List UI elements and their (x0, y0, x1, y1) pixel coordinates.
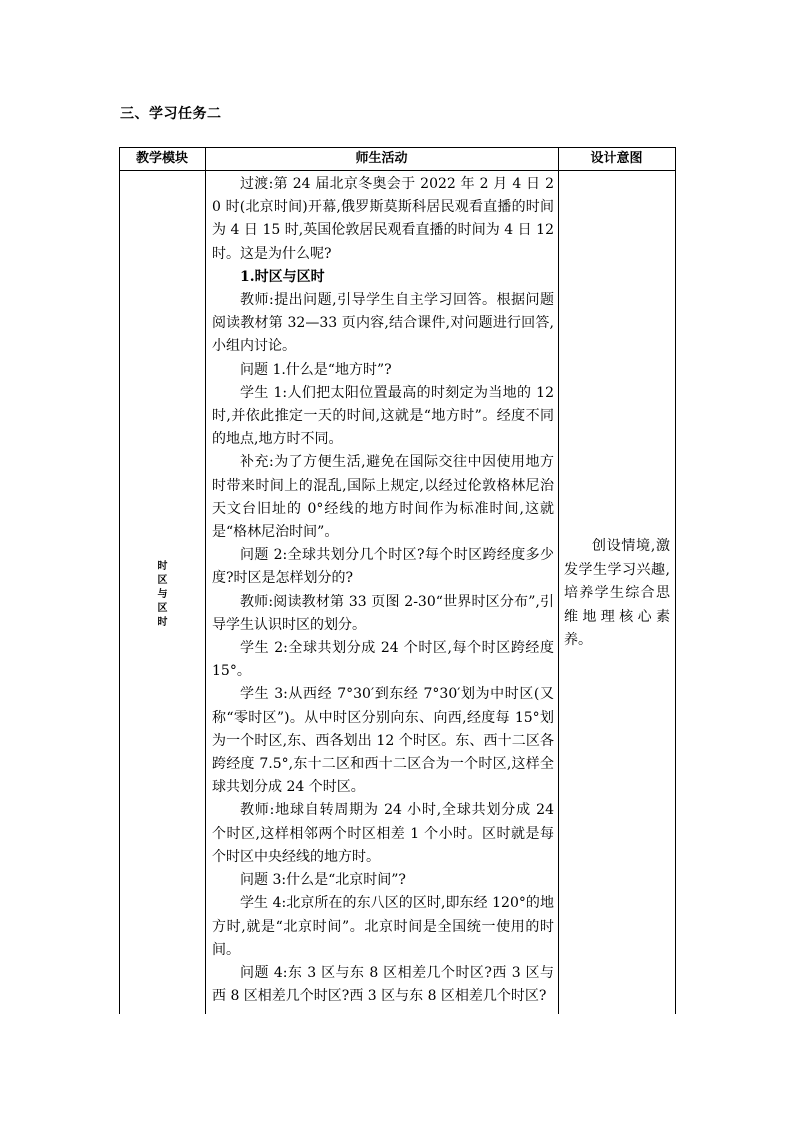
header-activities: 师生活动 (355, 151, 408, 166)
paragraph-student-3: 学生 3:从西经 7°30′到东经 7°30′划为中时区(又称“零时区”)。从中时区分别向东、向西,经度每 15°划为一个时区,东、西各划出 12 个时区。东、西十二区各跨经度 7.5°,东十二区和西十二区合为一个时区,这样全球共划分成 24 个时区。 (212, 686, 554, 796)
subheading-time-zones: 1.时区与区时 (240, 268, 325, 285)
paragraph-student-4: 学生 4:北京所在的东八区的区时,即东经 120°的地方时,就是“北京时间”。北京时间是全国统一使用的时间。 (212, 895, 554, 958)
paragraph-student-2: 学生 2:全球共划分成 24 个时区,每个时区跨经度 15°。 (212, 640, 554, 680)
paragraph-teacher-2: 教师:阅读教材第 33 页图 2-30“世界时区分布”,引导学生认识时区的划分。 (212, 593, 554, 633)
paragraph-question-3: 问题 3:什么是“北京时间”? (240, 872, 406, 889)
table-right-border (675, 147, 676, 1014)
header-design-intent: 设计意图 (590, 151, 643, 166)
activity-text (212, 173, 554, 1008)
module-char: 时 (157, 617, 168, 628)
table-column-divider-1 (205, 147, 206, 1014)
paragraph-teacher-3: 教师:地球自转周期为 24 小时,全球共划分成 24 个时区,这样相邻两个时区相差 1 个小时。区时就是每个时区中央经线的地方时。 (212, 802, 554, 865)
paragraph-student-1: 学生 1:人们把太阳位置最高的时刻定为当地的 12 时,并依此推定一天的时间,这就是“地方时”。经度不同的地点,地方时不同。 (212, 384, 554, 448)
paragraph-question-1: 问题 1.什么是“地方时”? (240, 361, 392, 378)
table-column-divider-2 (558, 147, 559, 1014)
paragraph-teacher-1: 教师:提出问题,引导学生自主学习回答。根据问题阅读教材第 32—33 页内容,结合课件,对问题进行回答,小组内讨论。 (212, 292, 554, 355)
paragraph-transition: 过渡:第 24 届北京冬奥会于 2022 年 2 月 4 日 20 时(北京时间)开幕,俄罗斯莫斯科居民观看直播的时间为 4 日 15 时,英国伦敦居民观看直播的时间为 4 日 12 时。这是为什么呢? (212, 176, 554, 262)
paragraph-supplement: 补充:为了方便生活,避免在国际交往中因使用地方时带来时间上的混乱,国际上规定,以经过伦敦格林尼治天文台旧址的 0°经线的地方时间作为标准时间,这就是“格林尼治时间”。 (212, 454, 554, 541)
paragraph-question-2: 问题 2:全球共划分几个时区?每个时区跨经度多少度?时区是怎样划分的? (212, 547, 554, 587)
module-char: 时 (157, 561, 168, 572)
module-title (120, 560, 205, 630)
header-teaching-module: 教学模块 (135, 151, 188, 166)
table-header-divider (119, 170, 675, 171)
module-char: 区 (157, 575, 168, 586)
section-heading: 三、学习任务二 (120, 106, 222, 122)
module-char: 区 (157, 603, 168, 614)
paragraph-question-4: 问题 4:东 3 区与东 8 区相差几个时区?西 3 区与西 8 区相差几个时区?西 3 区与东 8 区相差几个时区? (212, 964, 554, 1005)
module-char: 与 (157, 589, 168, 600)
design-intent-text: 创设情境,激发学生学习兴趣,培养学生综合思维地理核心素养。 (564, 538, 670, 648)
